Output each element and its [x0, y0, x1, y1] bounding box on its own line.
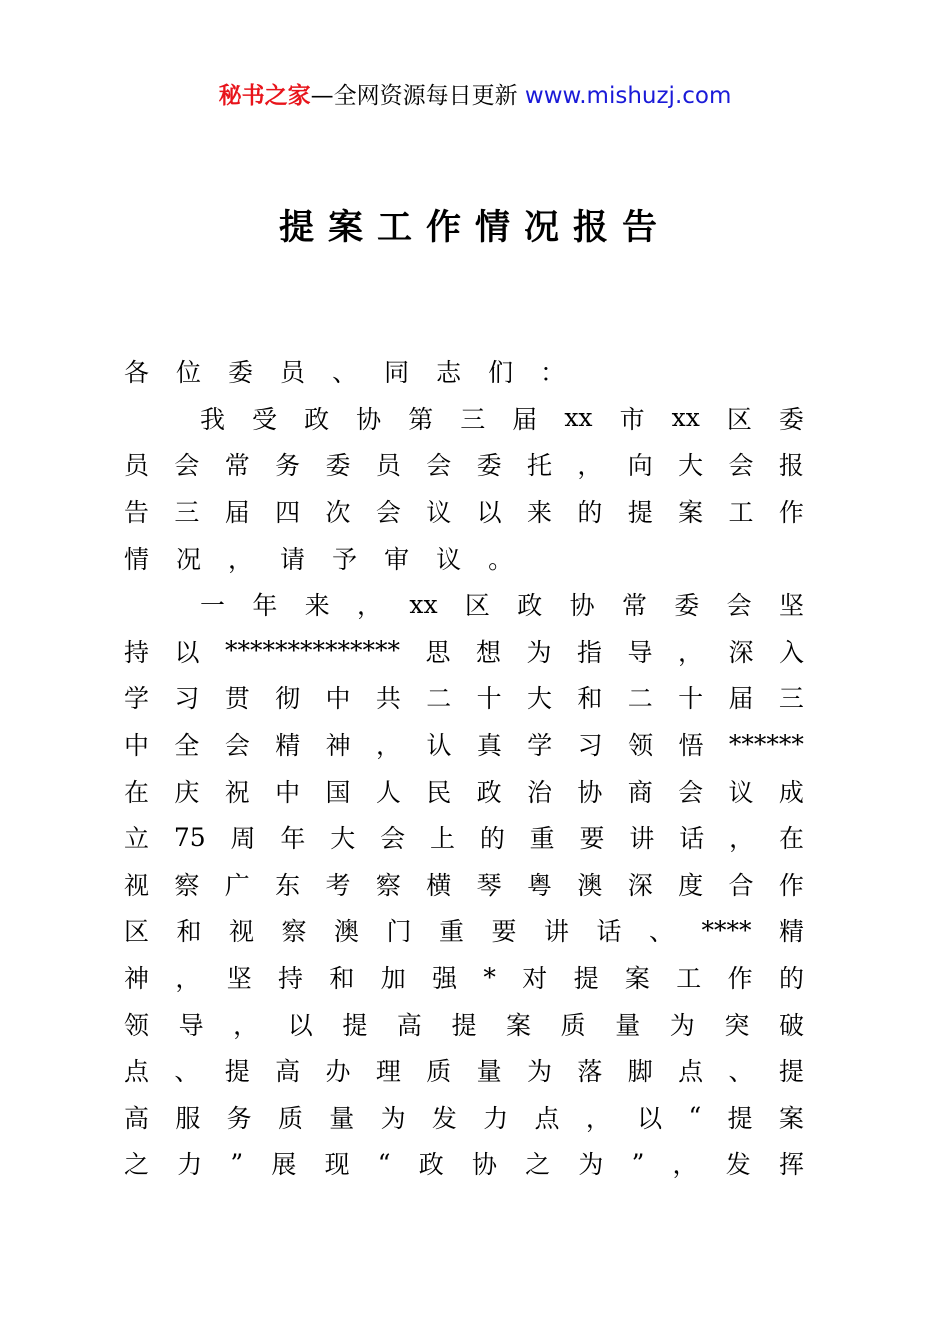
body-char: 年	[252, 591, 278, 621]
body-char: 届	[512, 404, 538, 434]
body-line	[124, 628, 804, 675]
body-char: 会	[174, 451, 200, 481]
body-char: 视	[229, 917, 255, 947]
body-char: *	[483, 962, 496, 992]
body-line	[124, 1000, 804, 1047]
body-char: 中	[325, 684, 351, 714]
body-char: 的	[577, 498, 603, 528]
body-char: xx	[409, 589, 438, 619]
body-char: 工	[676, 964, 702, 994]
body-line	[124, 488, 804, 535]
body-line	[124, 441, 804, 488]
body-char: 位	[176, 358, 202, 388]
body-char: 挥	[778, 1150, 804, 1180]
body-char: 国	[325, 777, 351, 807]
body-char: 、	[174, 1057, 200, 1087]
body-char: ，	[585, 1103, 611, 1133]
body-char: 强	[432, 964, 458, 994]
body-char: ，	[729, 824, 755, 854]
site-tagline: —全网资源每日更新	[310, 83, 518, 109]
body-char: ****	[701, 915, 752, 945]
body-char: “	[688, 1102, 702, 1132]
body-char: 75	[173, 822, 206, 852]
body-char: 提	[342, 1010, 368, 1040]
body-char: 周	[230, 824, 256, 854]
body-line	[124, 674, 804, 721]
body-char: 委	[778, 404, 804, 434]
body-char: 量	[476, 1057, 502, 1087]
body-char: 二	[426, 684, 452, 714]
body-char: 员	[280, 358, 306, 388]
body-char: 质	[277, 1103, 303, 1133]
body-char: 持	[124, 637, 150, 667]
body-char: 澳	[334, 917, 360, 947]
body-char: 三	[174, 498, 200, 528]
body-char: 展	[271, 1150, 297, 1180]
body-char: 报	[778, 451, 804, 481]
body-char: 予	[332, 544, 358, 574]
body-char: 学	[527, 731, 553, 761]
body-char: 。	[488, 544, 514, 574]
body-char: 发	[431, 1103, 457, 1133]
body-char: 十	[476, 684, 502, 714]
body-char: 和	[176, 917, 202, 947]
body-char: 我	[200, 404, 226, 434]
body-char: 提	[573, 964, 599, 994]
body-char: 大	[678, 451, 704, 481]
body-char: 之	[124, 1150, 150, 1180]
body-char: 广	[224, 870, 250, 900]
body-char: 作	[778, 498, 804, 528]
body-line	[124, 1047, 804, 1094]
body-char: 领	[628, 731, 654, 761]
body-char: 导	[178, 1010, 204, 1040]
body-char: 精	[778, 917, 804, 947]
body-char: 各	[124, 358, 150, 388]
body-char: 的	[778, 964, 804, 994]
body-char: 量	[329, 1103, 355, 1133]
body-char: 领	[124, 1010, 150, 1040]
body-char: 学	[124, 684, 150, 714]
body-char: 深	[728, 637, 754, 667]
body-char: 加	[380, 964, 406, 994]
body-char: 民	[426, 777, 452, 807]
body-char: 点	[678, 1057, 704, 1087]
body-char: 高	[124, 1103, 150, 1133]
body-char: 质	[560, 1010, 586, 1040]
body-char: 话	[596, 917, 622, 947]
body-char: 以	[637, 1103, 663, 1133]
body-line	[124, 814, 804, 861]
body-char: 和	[577, 684, 603, 714]
body-char: 高	[396, 1010, 422, 1040]
body-char: 坚	[226, 964, 252, 994]
body-char: 大	[527, 684, 553, 714]
body-char: 办	[325, 1057, 351, 1087]
body-char: **************	[225, 636, 400, 666]
body-char: 会	[728, 451, 754, 481]
body-line	[124, 861, 804, 908]
body-char: 提	[727, 1103, 753, 1133]
body-char: 委	[674, 591, 700, 621]
body-char: 全	[174, 731, 200, 761]
body-char: 区	[464, 591, 490, 621]
body-char: 脚	[627, 1057, 653, 1087]
body-char: 指	[576, 637, 602, 667]
body-char: 力	[483, 1103, 509, 1133]
body-char: 以	[287, 1010, 313, 1040]
body-char: 工	[728, 498, 754, 528]
body-char: 届	[224, 498, 250, 528]
body-char: 政	[476, 777, 502, 807]
body-char: 话	[679, 824, 705, 854]
body-char: 悟	[678, 731, 704, 761]
body-char: 发	[725, 1150, 751, 1180]
body-char: 政	[517, 591, 543, 621]
body-char: 和	[329, 964, 355, 994]
body-char: 中	[275, 777, 301, 807]
body-char: 共	[375, 684, 401, 714]
body-char: 第	[408, 404, 434, 434]
body-char: 人	[375, 777, 401, 807]
body-char: 协	[569, 591, 595, 621]
body-char: 为	[578, 1150, 604, 1180]
body-char: 东	[275, 870, 301, 900]
body-char: 立	[124, 824, 150, 854]
body-char: 提	[224, 1057, 250, 1087]
body-char: 想	[475, 637, 501, 667]
body-char: 提	[627, 498, 653, 528]
site-brand[interactable]: 秘书之家	[218, 83, 311, 109]
body-char: 常	[621, 591, 647, 621]
body-char: 区	[124, 917, 150, 947]
body-line	[124, 1140, 804, 1187]
body-char: 议	[426, 498, 452, 528]
body-char: 认	[426, 731, 452, 761]
body-char: 现	[324, 1150, 350, 1180]
body-char: 持	[278, 964, 304, 994]
body-char: 要	[579, 824, 605, 854]
body-char: 察	[375, 870, 401, 900]
body-char: 度	[678, 870, 704, 900]
body-char: 三	[460, 404, 486, 434]
body-char: 委	[228, 358, 254, 388]
body-char: 重	[439, 917, 465, 947]
body-char: 门	[386, 917, 412, 947]
body-char: 神	[325, 731, 351, 761]
body-char: 来	[527, 498, 553, 528]
body-char: 们	[488, 358, 514, 388]
body-line	[124, 907, 804, 954]
body-char: 庆	[174, 777, 200, 807]
body-line	[124, 721, 804, 768]
body-char: 会	[380, 824, 406, 854]
body-char: 之	[525, 1150, 551, 1180]
body-char: 常	[224, 451, 250, 481]
body-line	[124, 954, 804, 1001]
body-line	[124, 1094, 804, 1141]
body-char: 视	[124, 870, 150, 900]
body-char: 横	[426, 870, 452, 900]
body-char: 协	[471, 1150, 497, 1180]
body-char: 员	[375, 451, 401, 481]
body-char: 突	[724, 1010, 750, 1040]
body-line	[124, 581, 804, 628]
body-char: 落	[577, 1057, 603, 1087]
body-char: 讲	[629, 824, 655, 854]
body-char: 服	[175, 1103, 201, 1133]
body-char: “	[377, 1148, 391, 1178]
body-char: 会	[426, 451, 452, 481]
body-char: 为	[669, 1010, 695, 1040]
body-char: 协	[577, 777, 603, 807]
body-char: 点	[124, 1057, 150, 1087]
body-char: 的	[479, 824, 505, 854]
body-char: 三	[778, 684, 804, 714]
body-char: 、	[332, 358, 358, 388]
body-char: 商	[627, 777, 653, 807]
body-char: 习	[577, 731, 603, 761]
body-line	[124, 767, 804, 814]
body-char: 力	[177, 1150, 203, 1180]
body-char: 量	[615, 1010, 641, 1040]
site-url-link[interactable]: www.mishuzj.com	[524, 83, 732, 109]
body-char: 会	[726, 591, 752, 621]
document-body	[124, 348, 804, 1187]
body-char: 会	[224, 731, 250, 761]
body-char: 区	[726, 404, 752, 434]
body-char: 以	[476, 498, 502, 528]
body-char: 习	[174, 684, 200, 714]
body-char: 届	[728, 684, 754, 714]
body-char: 政	[418, 1150, 444, 1180]
body-char: 为	[526, 637, 552, 667]
body-char: xx	[564, 403, 593, 433]
body-char: 为	[380, 1103, 406, 1133]
body-char: 二	[627, 684, 653, 714]
body-char: 要	[491, 917, 517, 947]
body-char: 协	[356, 404, 382, 434]
body-char: ，	[376, 731, 402, 761]
body-char: 在	[778, 824, 804, 854]
body-char: 察	[281, 917, 307, 947]
body-char: ，	[357, 591, 383, 621]
body-char: 会	[375, 498, 401, 528]
body-char: 对	[522, 964, 548, 994]
body-char: 提	[778, 1057, 804, 1087]
body-char: 案	[506, 1010, 532, 1040]
body-char: 议	[436, 544, 462, 574]
body-char: 深	[627, 870, 653, 900]
body-char: 破	[778, 1010, 804, 1040]
body-char: 审	[384, 544, 410, 574]
body-char: 讲	[544, 917, 570, 947]
body-char: 考	[325, 870, 351, 900]
body-char: 次	[325, 498, 351, 528]
body-char: 同	[384, 358, 410, 388]
body-char: 思	[425, 637, 451, 667]
body-char: 请	[280, 544, 306, 574]
body-char: 合	[728, 870, 754, 900]
body-char: 一	[200, 591, 226, 621]
body-char: 十	[678, 684, 704, 714]
body-char: 来	[304, 591, 330, 621]
body-char: 况	[176, 544, 202, 574]
body-char: ，	[175, 964, 201, 994]
body-char: 入	[778, 637, 804, 667]
body-char: 点	[534, 1103, 560, 1133]
body-char: 治	[527, 777, 553, 807]
body-char: 作	[778, 870, 804, 900]
body-line	[124, 395, 804, 442]
body-char: 贯	[224, 684, 250, 714]
body-char: 琴	[476, 870, 502, 900]
body-char: 提	[451, 1010, 477, 1040]
body-char: 真	[476, 731, 502, 761]
body-char: 员	[124, 451, 150, 481]
body-char: 、	[649, 917, 675, 947]
body-char: 案	[624, 964, 650, 994]
body-char: 受	[252, 404, 278, 434]
body-char: 察	[174, 870, 200, 900]
body-char: 市	[619, 404, 645, 434]
body-char: 精	[275, 731, 301, 761]
body-char: 理	[375, 1057, 401, 1087]
body-line	[124, 348, 804, 395]
body-char: 以	[174, 637, 200, 667]
body-char: 向	[627, 451, 653, 481]
body-char: 彻	[275, 684, 301, 714]
body-char: ，	[677, 637, 703, 667]
body-char: ，	[233, 1010, 259, 1040]
body-line	[124, 534, 804, 581]
body-char: 托	[527, 451, 553, 481]
body-char: 告	[124, 498, 150, 528]
body-char: 大	[330, 824, 356, 854]
body-char: 委	[325, 451, 351, 481]
body-char: 导	[627, 637, 653, 667]
body-char: 志	[436, 358, 462, 388]
body-char: 上	[429, 824, 455, 854]
body-char: 案	[778, 1103, 804, 1133]
body-char: 澳	[577, 870, 603, 900]
body-char: 政	[304, 404, 330, 434]
body-char: ，	[577, 451, 603, 481]
body-char: 议	[728, 777, 754, 807]
body-char: 高	[275, 1057, 301, 1087]
body-char: 会	[678, 777, 704, 807]
body-char: 务	[226, 1103, 252, 1133]
body-char: 神	[124, 964, 150, 994]
document-title: 提案工作情况报告	[278, 207, 671, 248]
body-char: 为	[527, 1057, 553, 1087]
body-char: 、	[728, 1057, 754, 1087]
body-char: ：	[540, 358, 566, 388]
body-char: 情	[124, 544, 150, 574]
body-char: ”	[230, 1148, 244, 1178]
body-char: 作	[727, 964, 753, 994]
body-char: 在	[124, 777, 150, 807]
body-char: ，	[672, 1150, 698, 1180]
body-char: 案	[678, 498, 704, 528]
body-char: 务	[275, 451, 301, 481]
body-char: 质	[426, 1057, 452, 1087]
body-char: ，	[228, 544, 254, 574]
body-char: 重	[529, 824, 555, 854]
body-char: ******	[728, 729, 804, 759]
body-char: 委	[476, 451, 502, 481]
body-char: 年	[280, 824, 306, 854]
body-char: 粤	[527, 870, 553, 900]
body-char: 四	[275, 498, 301, 528]
body-char: 中	[124, 731, 150, 761]
site-header	[0, 80, 950, 112]
body-char: 成	[778, 777, 804, 807]
body-char: 祝	[224, 777, 250, 807]
body-char: ”	[631, 1148, 645, 1178]
body-char: 坚	[778, 591, 804, 621]
body-char: xx	[671, 403, 700, 433]
